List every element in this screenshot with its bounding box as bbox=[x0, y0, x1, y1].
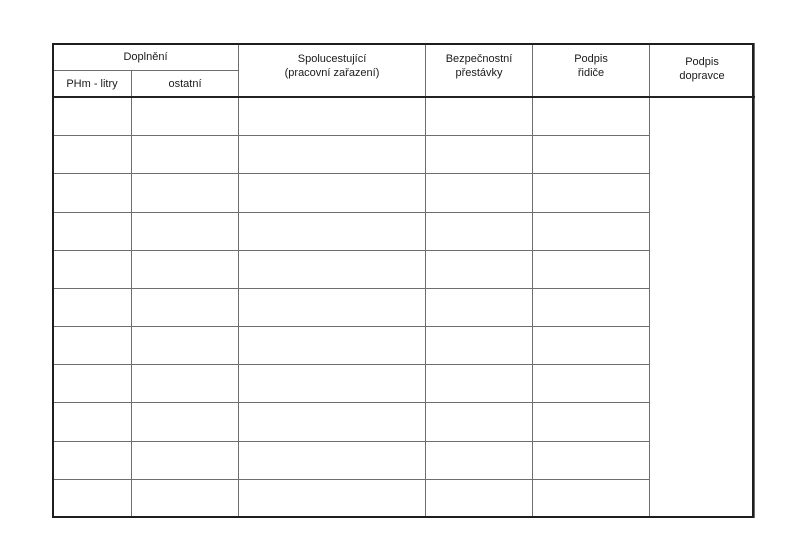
cell-driver-signature[interactable] bbox=[533, 441, 650, 479]
table-row bbox=[53, 136, 755, 174]
cell-other[interactable] bbox=[132, 441, 239, 479]
cell-fuel-liters[interactable] bbox=[53, 403, 132, 441]
cell-safety-breaks[interactable] bbox=[426, 441, 533, 479]
header-companions bbox=[239, 44, 426, 98]
header-driver-signature-line1: Podpis bbox=[574, 53, 608, 65]
cell-driver-signature[interactable] bbox=[533, 479, 650, 517]
logbook-table bbox=[52, 43, 755, 518]
table-row bbox=[53, 327, 755, 365]
cell-driver-signature[interactable] bbox=[533, 403, 650, 441]
cell-driver-signature[interactable] bbox=[533, 365, 650, 403]
cell-companions[interactable] bbox=[239, 174, 426, 212]
cell-safety-breaks[interactable] bbox=[426, 288, 533, 326]
header-safety-breaks bbox=[426, 44, 533, 98]
cell-companions[interactable] bbox=[239, 250, 426, 288]
header-other: ostatní bbox=[132, 71, 239, 98]
cell-companions[interactable] bbox=[239, 403, 426, 441]
header-doplneni: Doplnění bbox=[53, 44, 239, 71]
cell-fuel-liters[interactable] bbox=[53, 250, 132, 288]
header-driver-signature-line2: řidiče bbox=[577, 67, 605, 79]
table-row bbox=[53, 212, 755, 250]
cell-safety-breaks[interactable] bbox=[426, 365, 533, 403]
cell-companions[interactable] bbox=[239, 97, 426, 136]
table-row bbox=[53, 250, 755, 288]
cell-fuel-liters[interactable] bbox=[53, 212, 132, 250]
cell-safety-breaks[interactable] bbox=[426, 174, 533, 212]
cell-other[interactable] bbox=[132, 174, 239, 212]
cell-fuel-liters[interactable] bbox=[53, 288, 132, 326]
table-row bbox=[53, 174, 755, 212]
cell-other[interactable] bbox=[132, 327, 239, 365]
cell-safety-breaks[interactable] bbox=[426, 403, 533, 441]
cell-fuel-liters[interactable] bbox=[53, 365, 132, 403]
cell-other[interactable] bbox=[132, 288, 239, 326]
cell-fuel-liters[interactable] bbox=[53, 441, 132, 479]
cell-other[interactable] bbox=[132, 250, 239, 288]
header-carrier-signature-line1: Podpis bbox=[685, 56, 719, 68]
cell-other[interactable] bbox=[132, 97, 239, 136]
cell-fuel-liters[interactable] bbox=[53, 327, 132, 365]
cell-safety-breaks[interactable] bbox=[426, 250, 533, 288]
cell-fuel-liters[interactable] bbox=[53, 479, 132, 517]
cell-companions[interactable] bbox=[239, 288, 426, 326]
cell-safety-breaks[interactable] bbox=[426, 327, 533, 365]
table-row bbox=[53, 97, 755, 136]
cell-companions[interactable] bbox=[239, 136, 426, 174]
header-carrier-signature-line2: dopravce bbox=[679, 70, 725, 82]
cell-driver-signature[interactable] bbox=[533, 327, 650, 365]
cell-other[interactable] bbox=[132, 479, 239, 517]
cell-other[interactable] bbox=[132, 403, 239, 441]
cell-safety-breaks[interactable] bbox=[426, 479, 533, 517]
cell-fuel-liters[interactable] bbox=[53, 174, 132, 212]
cell-safety-breaks[interactable] bbox=[426, 97, 533, 136]
cell-fuel-liters[interactable] bbox=[53, 136, 132, 174]
form-body bbox=[53, 97, 755, 518]
logbook-form bbox=[52, 43, 754, 518]
cell-companions[interactable] bbox=[239, 479, 426, 517]
cell-driver-signature[interactable] bbox=[533, 136, 650, 174]
cell-companions[interactable] bbox=[239, 441, 426, 479]
header-row-top bbox=[53, 44, 755, 71]
cell-safety-breaks[interactable] bbox=[426, 212, 533, 250]
header-safety-breaks-line2: přestávky bbox=[455, 67, 503, 79]
header-driver-signature bbox=[533, 44, 650, 98]
cell-driver-signature[interactable] bbox=[533, 97, 650, 136]
table-row bbox=[53, 403, 755, 441]
cell-carrier-signature[interactable] bbox=[650, 97, 755, 518]
table-row bbox=[53, 479, 755, 517]
cell-companions[interactable] bbox=[239, 365, 426, 403]
header-companions-line1: Spolucestující bbox=[297, 53, 367, 65]
cell-driver-signature[interactable] bbox=[533, 288, 650, 326]
cell-driver-signature[interactable] bbox=[533, 250, 650, 288]
cell-other[interactable] bbox=[132, 365, 239, 403]
table-row bbox=[53, 288, 755, 326]
cell-fuel-liters[interactable] bbox=[53, 97, 132, 136]
header-carrier-signature bbox=[650, 44, 755, 98]
cell-driver-signature[interactable] bbox=[533, 212, 650, 250]
table-row bbox=[53, 441, 755, 479]
cell-safety-breaks[interactable] bbox=[426, 136, 533, 174]
cell-other[interactable] bbox=[132, 212, 239, 250]
cell-companions[interactable] bbox=[239, 327, 426, 365]
header-safety-breaks-line1: Bezpečnostní bbox=[445, 53, 513, 65]
header-fuel-liters: PHm - litry bbox=[53, 71, 132, 98]
cell-other[interactable] bbox=[132, 136, 239, 174]
cell-companions[interactable] bbox=[239, 212, 426, 250]
cell-driver-signature[interactable] bbox=[533, 174, 650, 212]
table-row bbox=[53, 365, 755, 403]
header-companions-line2: (pracovní zařazení) bbox=[284, 67, 380, 79]
